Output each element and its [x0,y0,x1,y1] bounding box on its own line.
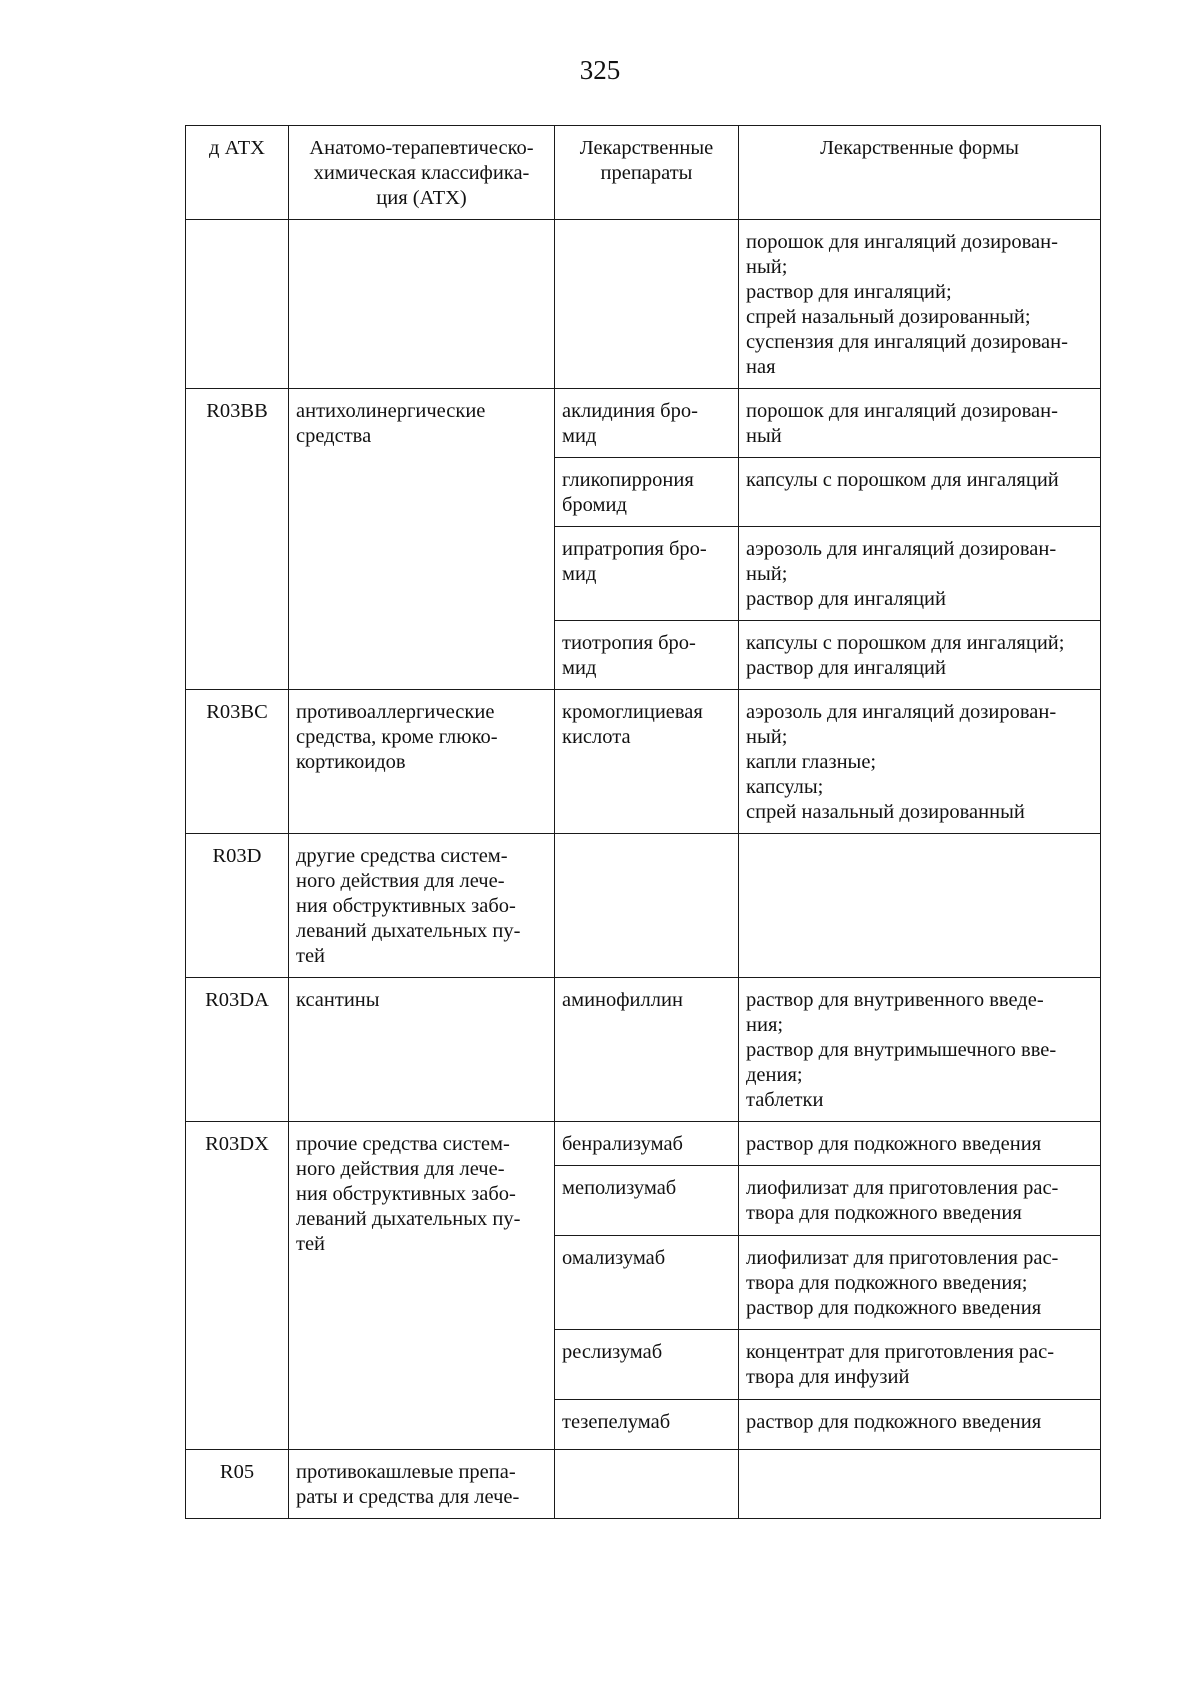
table-row [186,1122,1101,1166]
table-header-row [186,126,1101,220]
atx-table [185,125,1101,1519]
cell-empty [555,1450,739,1519]
cell-drug: тиотропия бро- мид [555,621,739,690]
cell-empty [739,1450,1101,1519]
cell-empty [289,220,555,389]
cell-drug: кромоглициевая кислота [555,690,739,834]
header-atx-code: д АТХ [186,126,289,220]
cell-drug: реслизумаб [555,1330,739,1400]
cell-atx-name: другие средства систем- ного действия для лече- ния обструктивных забо- леваний дыхательных пу- тей [289,834,555,978]
cell-drug: меполизумаб [555,1166,739,1236]
cell-forms: капсулы с порошком для ингаляций [739,458,1101,527]
table-row [186,389,1101,458]
table-row [186,1450,1101,1519]
cell-drug: бенрализумаб [555,1122,739,1166]
cell-forms: раствор для подкожного введения [739,1400,1101,1450]
cell-drug: омализумаб [555,1236,739,1330]
cell-atx-name: антихолинергические средства [289,389,555,690]
cell-atx-code: R03D [186,834,289,978]
table-row-continuation [186,220,1101,389]
cell-drug: гликопиррония бромид [555,458,739,527]
cell-drug: тезепелумаб [555,1400,739,1450]
table-row [186,978,1101,1122]
header-drugs: Лекарственные препараты [555,126,739,220]
cell-drug: аминофиллин [555,978,739,1122]
cell-empty [555,834,739,978]
cell-atx-name: ксантины [289,978,555,1122]
cell-forms: раствор для внутривенного введе- ния; раствор для внутримышечного вве- дения; таблетки [739,978,1101,1122]
cell-atx-code: R03BB [186,389,289,690]
cell-drug: аклидиния бро- мид [555,389,739,458]
cell-forms: лиофилизат для приготовления рас- твора для подкожного введения; раствор для подкожного введения [739,1236,1101,1330]
cell-forms: аэрозоль для ингаляций дозирован- ный; раствор для ингаляций [739,527,1101,621]
header-dosage-forms: Лекарственные формы [739,126,1101,220]
table-row [186,690,1101,834]
cell-forms: раствор для подкожного введения [739,1122,1101,1166]
cell-forms: лиофилизат для приготовления рас- твора для подкожного введения [739,1166,1101,1236]
cell-atx-name: противокашлевые препа- раты и средства для лече- [289,1450,555,1519]
cell-atx-code: R03DX [186,1122,289,1450]
cell-drug: ипратропия бро- мид [555,527,739,621]
cell-empty [739,834,1101,978]
cell-empty [555,220,739,389]
page-number: 325 [579,55,621,85]
cell-forms: аэрозоль для ингаляций дозирован- ный; капли глазные; капсулы; спрей назальный дозированный [739,690,1101,834]
cell-empty [186,220,289,389]
cell-forms: порошок для ингаляций дозирован- ный; раствор для ингаляций; спрей назальный дозированный; суспензия для ингаляций дозирован- ная [739,220,1101,389]
cell-atx-name: прочие средства систем- ного действия для лече- ния обструктивных забо- леваний дыхательных пу- тей [289,1122,555,1450]
cell-atx-code: R03BC [186,690,289,834]
header-atx-classification: Анатомо-терапевтическо- химическая классифика- ция (АТХ) [289,126,555,220]
table-row [186,834,1101,978]
cell-atx-code: R03DA [186,978,289,1122]
cell-atx-name: противоаллергические средства, кроме глюко- кортикоидов [289,690,555,834]
cell-forms: концентрат для приготовления рас- твора для инфузий [739,1330,1101,1400]
cell-forms: капсулы с порошком для ингаляций; раствор для ингаляций [739,621,1101,690]
cell-forms: порошок для ингаляций дозирован- ный [739,389,1101,458]
cell-atx-code: R05 [186,1450,289,1519]
